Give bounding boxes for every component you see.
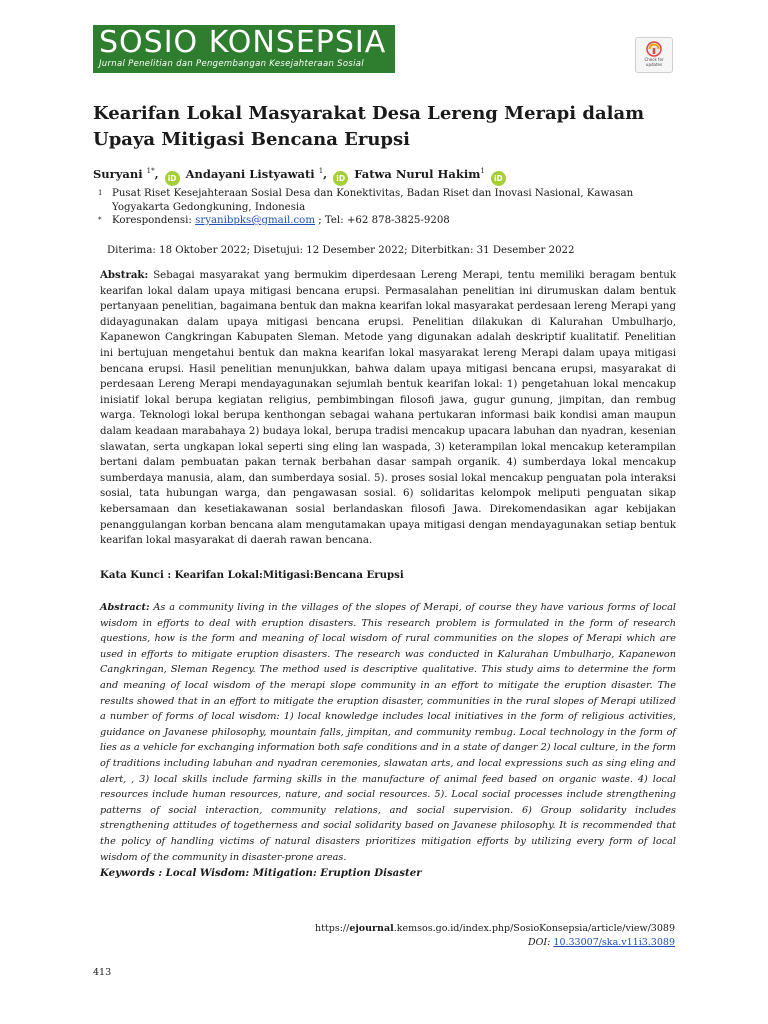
abstract-indonesian [100, 268, 676, 549]
author-list: Suryani $^{1*}$, iD Andayani Listyawati $^1$, iD Fatwa Nurul Hakim$^1$ iD [93, 162, 693, 186]
keywords-english: Keywords : Local Wisdom: Mitigation: Eruption Disaster [100, 867, 422, 879]
doi-line [175, 936, 675, 949]
kata-kunci: Kata Kunci : Kearifan Lokal:Mitigasi:Bencana Erupsi [100, 569, 404, 581]
check-for-updates-label: Check for updates [644, 57, 664, 67]
check-for-updates-icon [646, 41, 662, 57]
journal-name: SOSIO KONSEPSIA [99, 25, 387, 60]
journal-banner [93, 25, 395, 73]
affiliation-text: Pusat Riset Kesejahteraan Sosial Desa dan Konektivitas, Badan Riset dan Inovasi Nasional, Kawasan Yogyakarta Gedongkuning, Indonesia [112, 188, 634, 213]
abstract-english [100, 600, 676, 865]
abstract-text: Sebagai masyarakat yang bermukim diperdesaan Lereng Merapi, tentu memiliki beragam bentuk kearifan lokal dalam upaya mitigasi bencana erupsi. Permasalahan penelitian ini dirumuskan dalam bentuk pertanyaan penelitian, bagaimana bentuk dan makna kearifan lokal masyarakat perdesaan lereng Merapi yang didayagunakan dalam upaya mitigasi bencana erupsi. Penelitian dilakukan di Kalurahan Umbulharjo, Kapanewon Cangkringan Kabupaten Sleman. Metode yang digunakan adalah deskriptif kualitatif. Penelitian ini bertujuan mengetahui bentuk dan makna kearifan lokal masyarakat lereng Merapi dalam upaya mitigasi bencana erupsi. Hasil penelitian menunjukkan, bahwa dalam upaya mitigasi bencana erupsi, masyarakat di perdesaan Lereng Merapi mendayagunakan sejumlah bentuk kearifan lokal: 1) pengetahuan lokal mencakup inisiatif lokal berupa kegiatan religius, pembimbingan filosofi jawa, gugur gunung, jimpitan, dan rembug warga. Teknologi lokal berupa kenthongan sebagai wahana pertukaran informasi baik kondisi aman maupun dalam keadaan marabahaya 2) budaya lokal, berupa tradisi mencakup upacara labuhan dan nyadran, kesenian slawatan, serta ungkapan lokal seperti sing eling lan waspada, 3) keterampilan lokal mencakup keterampilan bertani dalam pembuatan pakan ternak berbahan dasar sampah organik. 4) sumberdaya lokal mencakup sumberdaya manusia, alam, dan sumberdaya sosial. 5). proses sosial lokal mencakup penguatan pola interaksi sosial, tata hubungan warga, dan pengawasan sosial. 6) solidaritas kelompok meliputi penguatan sikap kebersamaan dan kesetiakawanan sosial berlandaskan filosofi Jawa. Direkomendasikan agar kebijakan penanggulangan korban bencana alam mengutamakan upaya mitigasi dengan mendayagunakan setiap bentuk kearifan lokal masyarakat di daerah rawan bencana. [100, 270, 676, 547]
author-name: Suryani [93, 167, 143, 181]
doi-label: DOI: [528, 937, 551, 948]
paper-title: Kearifan Lokal Masyarakat Desa Lereng Merapi dalam Upaya Mitigasi Bencana Erupsi [93, 103, 645, 150]
journal-subtitle: Jurnal Penelitian dan Pengembangan Kesejahteraan Sosial [99, 59, 364, 69]
correspondence-label: Korespondensi: [112, 215, 192, 226]
orcid-icon[interactable]: iD [165, 171, 180, 186]
orcid-icon[interactable]: iD [491, 171, 506, 186]
author-name: Andayani Listyawati [185, 167, 315, 181]
correspondence-row [98, 214, 658, 228]
author-affiliation-mark: 1* [146, 167, 155, 175]
page-number: 413 [93, 967, 112, 978]
affiliations [98, 187, 658, 228]
correspondence-mark: * [98, 216, 102, 224]
correspondence-email-link[interactable]: sryanibpks@gmail.com [195, 215, 315, 226]
publication-dates: Diterima: 18 Oktober 2022; Disetujui: 12 Desember 2022; Diterbitkan: 31 Desember 2022 [107, 245, 575, 256]
abstract-en-label: Abstract: [100, 602, 150, 613]
author-affiliation-mark: 1 [480, 167, 485, 175]
abstract-en-text: As a community living in the villages of the slopes of Merapi, of course they have various forms of local wisdom in efforts to deal with eruption disasters. This research problem is formulated in the form of research questions, how is the form and meaning of local wisdom of rural communities on the slopes of Merapi which are used in efforts to mitigate eruption disasters. The research was conducted in Kalurahan Umbulharjo, Kapanewon Cangkringan, Sleman Regency. The method used is descriptive qualitative. This study aims to determine the form and meaning of local wisdom of the merapi slope community in an effort to mitigate the eruption disaster. The results showed that in an effort to mitigate the eruption disaster, communities in the rural slopes of Merapi utilized a number of forms of local wisdom: 1) local knowledge includes local initiatives in the form of religious activities, guidance on Javanese philosophy, mountain falls, jimpitan, and community rembug. Local technology in the form of lies as a vehicle for exchanging information both safe conditions and in a state of danger 2) local culture, in the form of traditions including labuhan and nyadran ceremonies, slawatan arts, and local expressions such as sing eling and alert, , 3) local skills include farming skills in the manufacture of animal feed based on organic waste. 4) local resources include human resources, nature, and social resources. 5). Local social processes include strengthening patterns of social interaction, community relations, and social supervision. 6) Group solidarity includes strengthening attitudes of togetherness and social solidarity based on Javanese philosophy. It is recommended that the policy of handling victims of natural disasters prioritizes mitigation efforts by utilizing every form of local wisdom of the community in disaster-prone areas. [100, 602, 676, 863]
abstract-label: Abstrak: [100, 269, 149, 281]
author-name: Fatwa Nurul Hakim [354, 167, 481, 181]
check-for-updates-button[interactable] [635, 37, 673, 73]
author-affiliation-mark: 1 [318, 167, 324, 175]
doi-link[interactable]: 10.33007/ska.v11i3.3089 [553, 937, 675, 948]
orcid-icon[interactable]: iD [333, 171, 348, 186]
affiliation-mark: 1 [98, 189, 103, 197]
correspondence-phone: ; Tel: +62 878-3825-9208 [318, 215, 450, 226]
affiliation-row [98, 187, 658, 214]
article-url-link[interactable]: https://ejournal.kemsos.go.id/index.php/SosioKonsepsia/article/view/3089 [315, 923, 675, 934]
